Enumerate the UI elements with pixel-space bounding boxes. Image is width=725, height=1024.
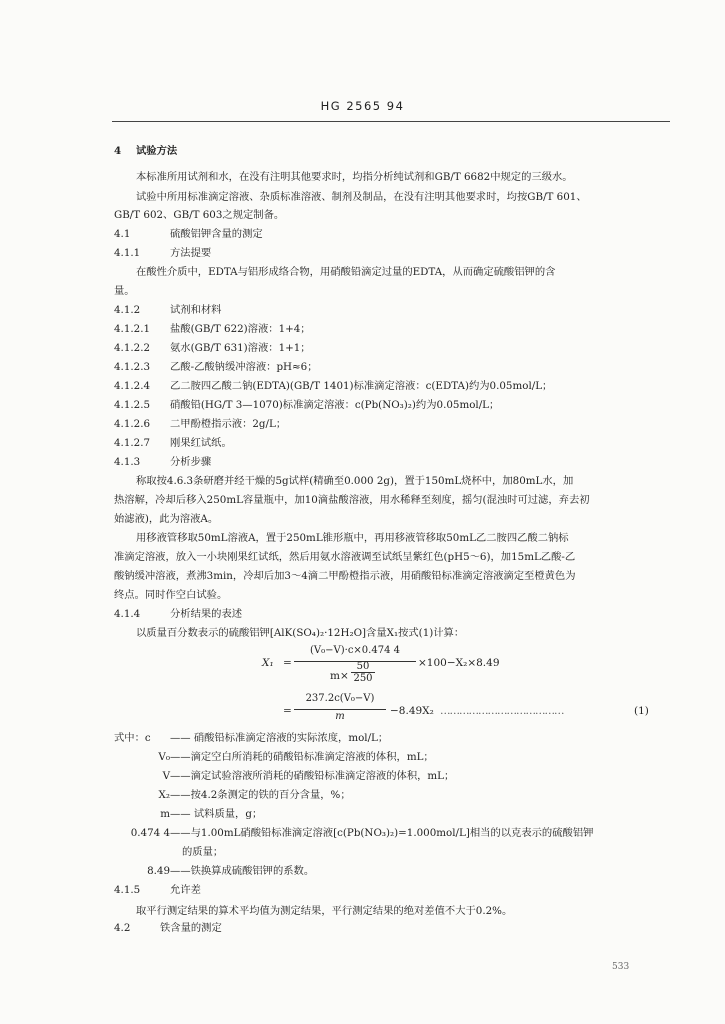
body-line: 取平行测定结果的算术平均值为测定结果，平行测定结果的绝对差值不大于0.2%。 xyxy=(136,905,513,917)
body-line: 热溶解，冷却后移入250mL容量瓶中，加10滴盐酸溶液，用水稀释至刻度，摇匀(混浊时可过滤，弃去初 xyxy=(114,494,590,506)
definition-row: 式中：c —— 硝酸铅标准滴定溶液的实际浓度，mol/L； xyxy=(114,732,389,744)
subsection-heading: 4.1.5 允许差 xyxy=(114,884,201,896)
body-line: 在酸性介质中，EDTA与铝形成络合物，用硝酸铅滴定过量的EDTA，从而确定硫酸铝钾的含 xyxy=(136,266,556,278)
subsection-heading: 4.1.2 试剂和材料 xyxy=(114,304,222,316)
formula-numerator-1: (V₀−V)·c×0.474 4 xyxy=(310,645,400,656)
body-line: 试验中所用标准滴定溶液、杂质标准溶液、制剂及制品，在没有注明其他要求时，均按GB/T 601、 xyxy=(136,191,587,203)
formula-equals-2: = xyxy=(283,705,292,717)
formula-leader-dots: ………………………………… xyxy=(440,705,564,717)
formula-denominator-1: m× xyxy=(330,670,349,682)
page-header: HG 2565 94 xyxy=(320,99,405,113)
formula-numerator-2: 237.2c(V₀−V) xyxy=(305,693,375,704)
formula-tail-2: −8.49X₂ xyxy=(390,705,434,717)
body-line: 称取按4.6.3条研磨并经干燥的5g试样(精确至0.000 2g)，置于150mL烧杯中，加80mL水，加 xyxy=(136,475,574,487)
page-number: 533 xyxy=(612,962,630,972)
formula-tail-1: ×100−X₂×8.49 xyxy=(418,657,500,669)
list-item: 4.1.2.6 二甲酚橙指示液：2g/L； xyxy=(114,418,287,430)
formula-equals: = xyxy=(283,657,292,669)
body-line: 量。 xyxy=(114,285,135,297)
body-line: 始滤液)，此为溶液A。 xyxy=(114,513,219,525)
list-item: 4.1.2.2 氨水(GB/T 631)溶液：1+1； xyxy=(114,342,311,354)
subsection-heading: 4.1.4 分析结果的表述 xyxy=(114,608,243,620)
header-rule xyxy=(112,121,670,122)
formula-lhs: X₁ xyxy=(262,657,274,669)
list-item: 4.1.2.1 盐酸(GB/T 622)溶液：1+4； xyxy=(114,323,311,335)
list-item: 4.1.2.5 硝酸铅(HG/T 3—1070)标准滴定溶液：c(Pb(NO₃)₂)约为0.05mol/L； xyxy=(114,399,500,411)
subsection-heading: 4.1.1 方法提要 xyxy=(114,247,212,259)
subsection-heading: 4.2 铁含量的测定 xyxy=(114,922,222,934)
body-line: 本标准所用试剂和水，在没有注明其他要求时，均指分析纯试剂和GB/T 6682中规定的三级水。 xyxy=(136,171,573,183)
body-line: 酸钠缓冲溶液，煮沸3min，冷却后加3～4滴二甲酚橙指示液，用硝酸铅标准滴定溶液滴定至橙黄色为 xyxy=(114,570,576,582)
body-line: 用移液管移取50mL溶液A，置于250mL锥形瓶中，再用移液管移取50mL乙二胺四乙酸二钠标 xyxy=(136,532,569,544)
section-heading: 4 试验方法 xyxy=(114,145,178,157)
list-item: 4.1.2.3 乙酸-乙酸钠缓冲溶液：pH≈6； xyxy=(114,361,318,373)
inner-fraction: $\frac{50}{250}$ xyxy=(351,661,375,684)
body-line: 准滴定溶液，放入一小块刚果红试纸，然后用氨水溶液调至试纸呈紫红色(pH5～6)，加15mL乙酸-乙 xyxy=(114,551,576,563)
subsection-heading: 4.1.3 分析步骤 xyxy=(114,456,212,468)
list-item: 4.1.2.4 乙二胺四乙酸二钠(EDTA)(GB/T 1401)标准滴定溶液：c(EDTA)约为0.05mol/L； xyxy=(114,380,553,392)
formula-denominator-2: m xyxy=(335,711,345,722)
body-line: 以质量百分数表示的硫酸铝钾[AlK(SO₄)₂·12H₂O]含量X₁按式(1)计算： xyxy=(136,627,465,639)
subsection-heading: 4.1 硫酸铝钾含量的测定 xyxy=(114,228,263,240)
definition-row-continued: 的质量； xyxy=(182,846,224,858)
definition-row: X₂——按4.2条测定的铁的百分含量，%； xyxy=(158,789,351,801)
body-line: GB/T 602、GB/T 603之规定制备。 xyxy=(114,209,285,221)
body-line: 终点。同时作空白试验。 xyxy=(114,589,228,601)
definition-row: V——滴定试验溶液所消耗的硝酸铅标准滴定溶液的体积，mL； xyxy=(162,770,455,782)
list-item: 4.1.2.7 刚果红试纸。 xyxy=(114,437,232,449)
definition-row: 0.474 4——与1.00mL硝酸铅标准滴定溶液[c(Pb(NO₃)₂)=1.000mol/L]相当的以克表示的硫酸铝钾 xyxy=(130,827,594,839)
definition-row: m—— 试料质量，g； xyxy=(160,808,263,820)
definition-row: 8.49——铁换算成硫酸铝钾的系数。 xyxy=(147,865,315,877)
formula-label: (1) xyxy=(634,705,649,717)
fraction-bar-2 xyxy=(294,709,386,710)
definition-row: V₀——滴定空白所消耗的硝酸铅标准滴定溶液的体积，mL； xyxy=(158,751,434,763)
